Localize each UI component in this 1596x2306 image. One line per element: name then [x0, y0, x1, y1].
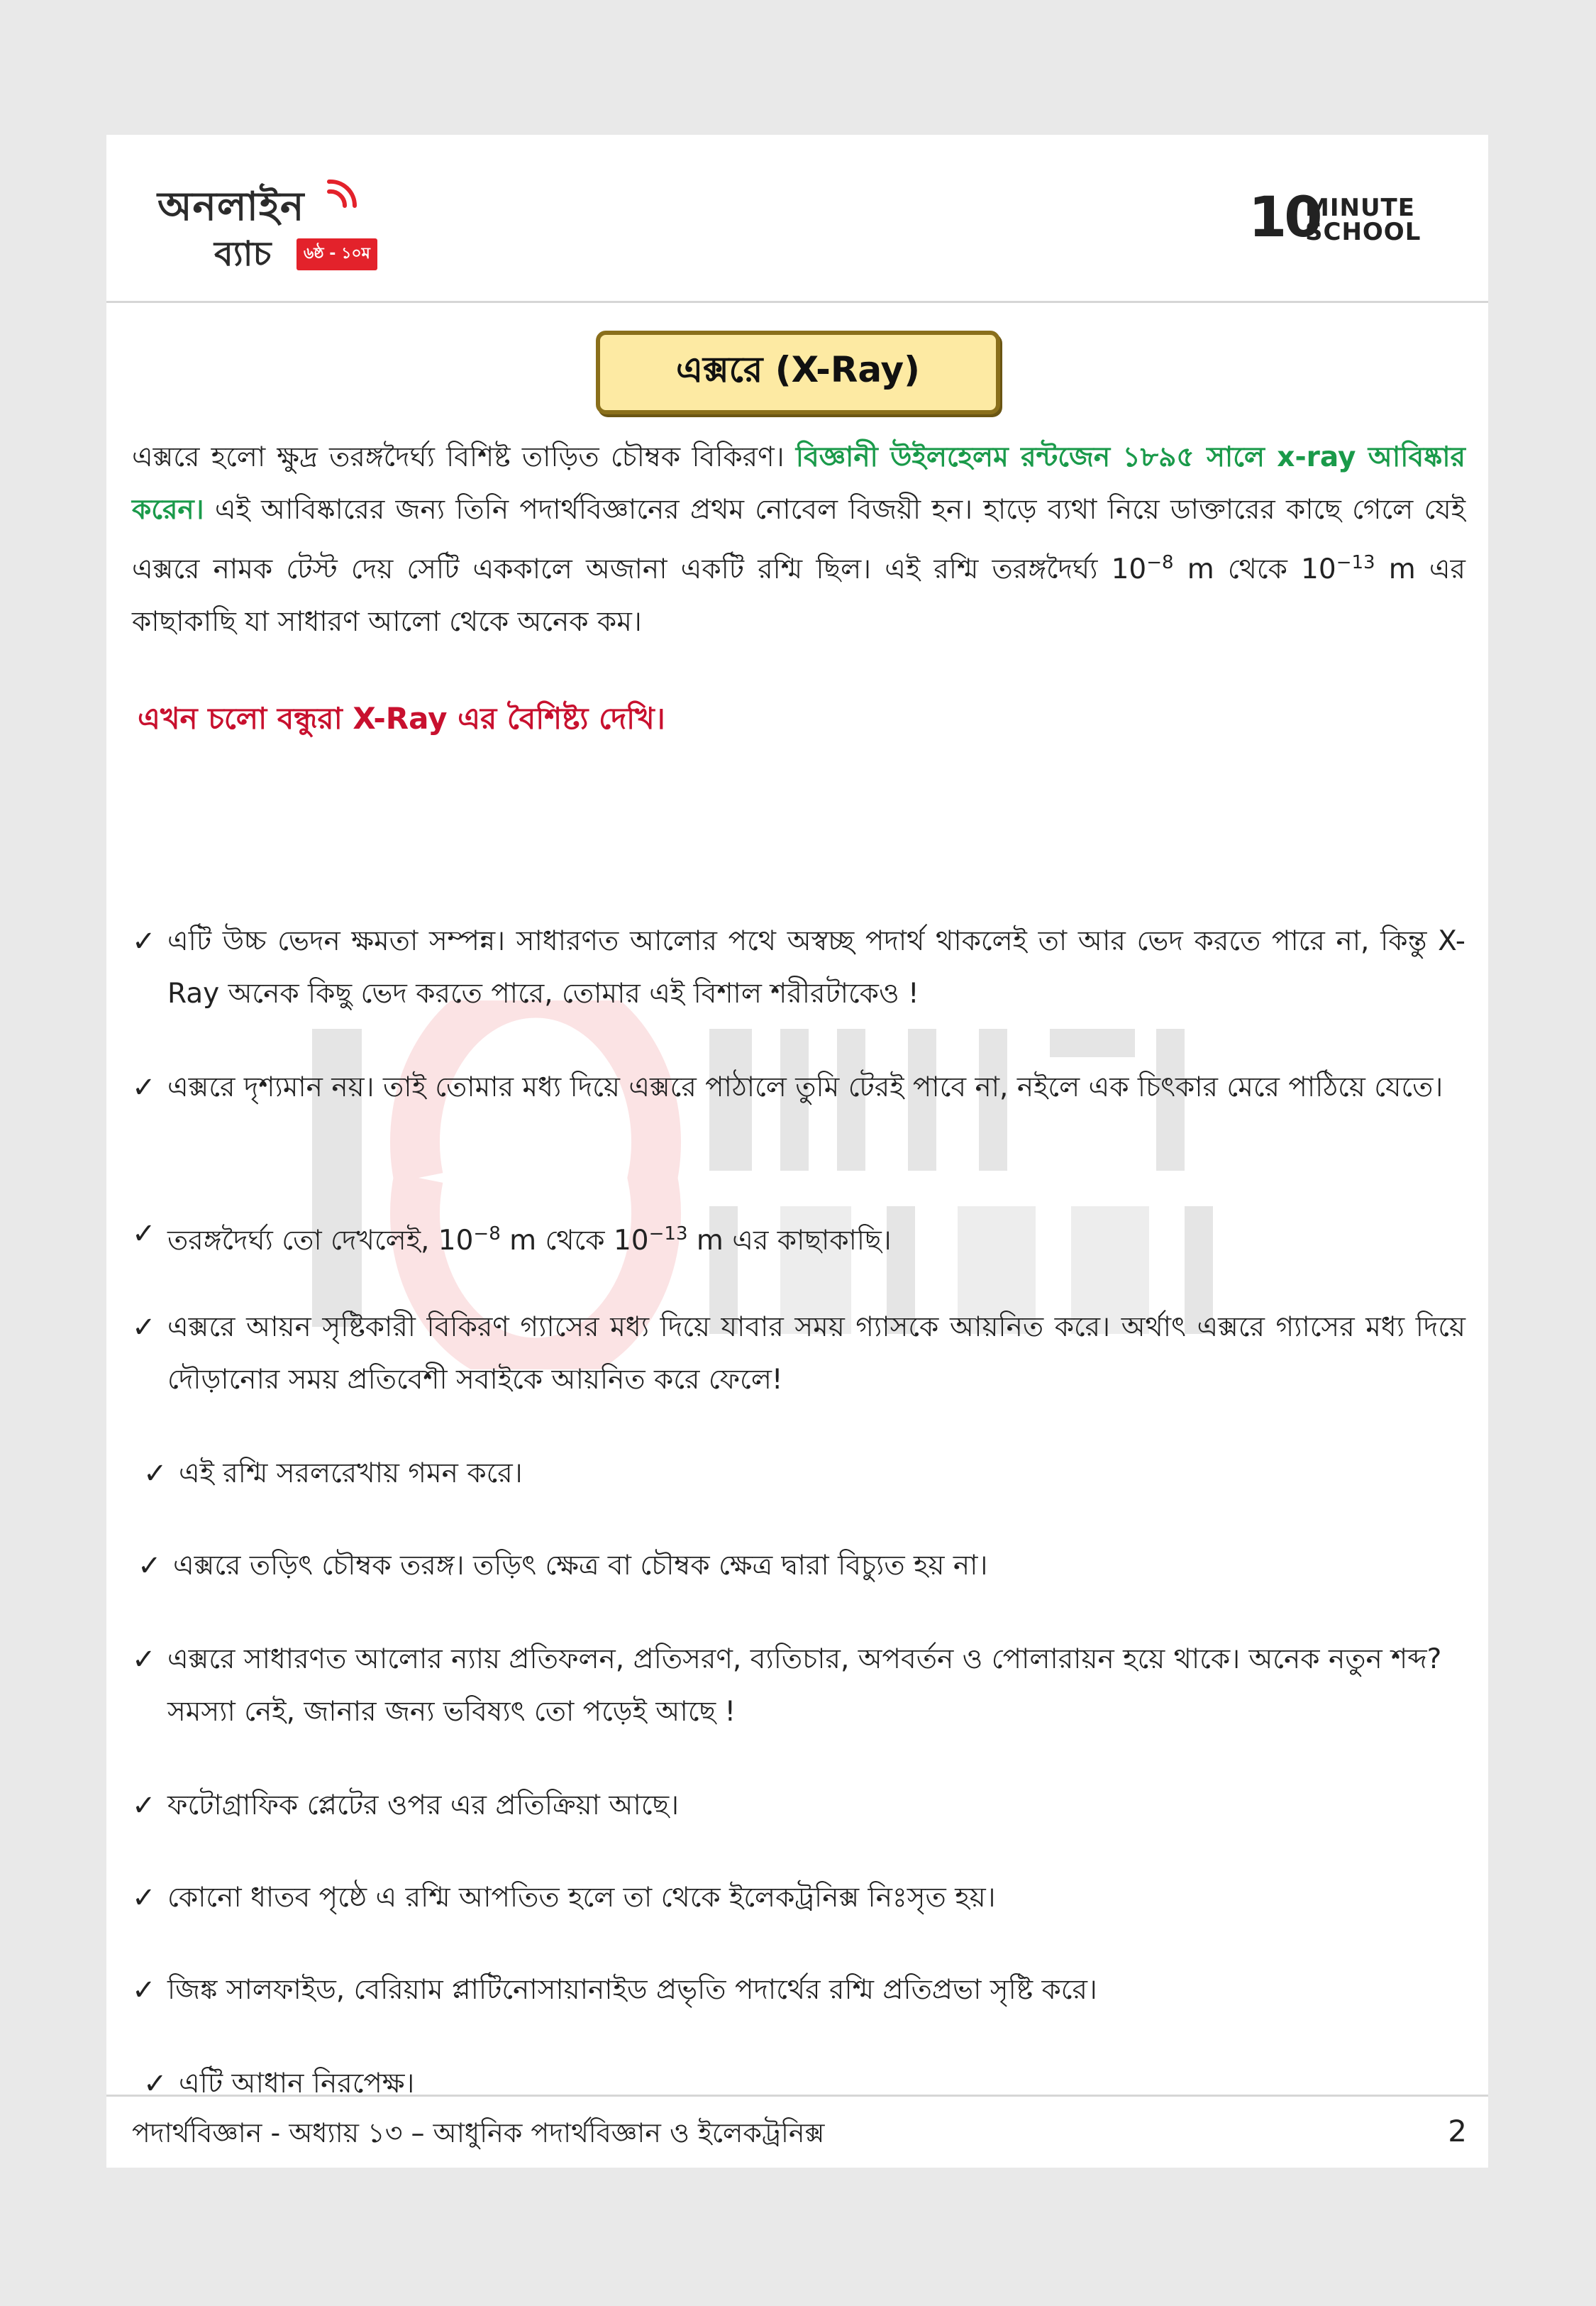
check-icon: ✓	[132, 1789, 156, 1822]
feature-text: এটি উচ্চ ভেদন ক্ষমতা সম্পন্ন। সাধারণত আলোর পথে অস্বচ্ছ পদার্থ থাকলেই তা আর ভেদ করতে পারে না, কিন্তু X-Ray অনেক কিছু ভেদ করতে পারে, তোমার এই বিশাল শরীরটাকেও !	[167, 925, 1465, 1010]
feature-text-part: এর কাছাকাছি।	[723, 1225, 892, 1257]
intro-text-4: এর কাছাকাছি যা সাধারণ আলো থেকে অনেক কম।	[132, 553, 1465, 638]
feature-item	[132, 915, 1465, 1020]
online-batch-logo	[157, 176, 384, 275]
feature-item	[132, 1872, 1465, 1924]
check-icon: ✓	[132, 1643, 156, 1676]
ten-minute-school-logo	[1248, 186, 1433, 254]
check-icon: ✓	[132, 1071, 156, 1104]
feature-text: জিঙ্ক সালফাইড, বেরিয়াম প্লাটিনোসায়ানাইড প্রভৃতি পদার্থের রশ্মি প্রতিপ্রভা সৃষ্টি করে।	[167, 1974, 1097, 2006]
check-icon: ✓	[132, 925, 156, 958]
feature-text: এক্সরে আয়ন সৃষ্টিকারী বিকিরণ গ্যাসের মধ্য দিয়ে যাবার সময় গ্যাসকে আয়নিত করে। অর্থাৎ এক্সরে গ্যাসের মধ্য দিয়ে দৌড়ানোর সময় প্রতিবেশী সবাইকে আয়নিত করে ফেলে!	[167, 1311, 1465, 1396]
features-heading: এখন চলো বন্ধুরা X-Ray এর বৈশিষ্ট্য দেখি।	[138, 701, 665, 736]
check-icon: ✓	[132, 1882, 156, 1914]
feature-text: এটি আধান নিরপেক্ষ।	[179, 2068, 415, 2100]
wavelength-max-exponent: −13	[1336, 552, 1375, 573]
check-icon: ✓	[138, 1550, 162, 1582]
feature-text-part: তরঙ্গদৈর্ঘ্য তো দেখলেই,	[167, 1225, 438, 1257]
wavelength-min-base: 10	[438, 1225, 474, 1257]
check-icon: ✓	[132, 1974, 156, 2007]
wavelength-max-base: 10	[1301, 553, 1336, 585]
wavelength-max-unit: m	[1375, 553, 1416, 585]
feature-text-part: থেকে	[536, 1225, 614, 1257]
page-header	[106, 135, 1488, 303]
wavelength-min-base: 10	[1111, 553, 1147, 585]
feature-text: এক্সরে তড়িৎ চৌম্বক তরঙ্গ। তড়িৎ ক্ষেত্র বা চৌম্বক ক্ষেত্র দ্বারা বিচ্যুত হয় না।	[173, 1550, 988, 1582]
feature-text: এক্সরে দৃশ্যমান নয়। তাই তোমার মধ্য দিয়ে এক্সরে পাঠালে তুমি টেরই পাবে না, নইলে এক চিৎকার মেরে পাঠিয়ে যেতে।	[167, 1071, 1443, 1103]
logo-wordmark	[1305, 196, 1421, 244]
feature-item	[132, 1964, 1465, 2017]
check-icon: ✓	[132, 1311, 156, 1344]
class-range-badge: ৬ষ্ঠ - ১০ম	[297, 238, 377, 270]
page-number: 2	[1448, 2114, 1467, 2148]
logo-line-2: ব্যাচ	[214, 234, 272, 274]
wavelength-min-exponent: −8	[473, 1223, 501, 1245]
feature-item	[138, 1540, 1465, 1592]
page-title: এক্সরে (X-Ray)	[596, 331, 1000, 414]
wifi-signal-icon	[322, 172, 365, 214]
feature-item	[132, 1780, 1465, 1832]
feature-text: এই রশ্মি সরলরেখায় গমন করে।	[179, 1457, 523, 1489]
feature-text: এক্সরে সাধারণত আলোর ন্যায় প্রতিফলন, প্রতিসরণ, ব্যতিচার, অপবর্তন ও পোলারায়ন হয়ে থাকে। অনেক নতুন শব্দ? সমস্যা নেই, জানার জন্য ভবিষ্যৎ তো পড়েই আছে !	[167, 1643, 1442, 1728]
logo-word-school: SCHOOL	[1305, 218, 1422, 246]
wavelength-max-exponent: −13	[648, 1223, 688, 1245]
intro-text-2: এই আবিষ্কারের জন্য তিনি পদার্থবিজ্ঞানের প্রথম নোবেল বিজয়ী হন। হাড়ে ব্যথা নিয়ে ডাক্তারের কাছে গেলে যেই এক্সরে নামক টেস্ট দেয় সেটি এককালে অজানা একটি রশ্মি ছিল। এই রশ্মি তরঙ্গদৈর্ঘ্য	[132, 494, 1465, 585]
check-icon: ✓	[143, 1457, 167, 1490]
feature-item	[132, 1633, 1465, 1738]
feature-text	[132, 1208, 1465, 1267]
wavelength-max-unit: m	[687, 1225, 724, 1257]
feature-text: কোনো ধাতব পৃষ্ঠে এ রশ্মি আপতিত হলে তা থেকে ইলেকট্রনিক্স নিঃসৃত হয়।	[167, 1882, 996, 1914]
wavelength-min-unit: m	[1173, 553, 1214, 585]
logo-number-text: 10	[1248, 186, 1320, 250]
feature-item	[132, 1301, 1465, 1406]
wavelength-min-exponent: −8	[1146, 552, 1174, 573]
intro-text-3: থেকে	[1214, 553, 1302, 585]
chapter-title: পদার্থবিজ্ঞান - অধ্যায় ১৩ – আধুনিক পদার্থবিজ্ঞান ও ইলেকট্রনিক্স	[132, 2117, 825, 2148]
feature-text: ফটোগ্রাফিক প্লেটের ওপর এর প্রতিক্রিয়া আছে।	[167, 1789, 680, 1821]
logo-word-minute: MINUTE	[1305, 194, 1415, 222]
feature-item	[132, 1208, 1465, 1267]
check-icon: ✓	[132, 1218, 156, 1250]
logo-line-1: অনলাইন	[157, 184, 305, 230]
intro-highlight: বিজ্ঞানী উইলহেলম রন্টজেন ১৮৯৫ সালে x-ray আবিষ্কার করেন।	[132, 441, 1465, 526]
wavelength-max-base: 10	[613, 1225, 649, 1257]
document-page	[106, 135, 1488, 2168]
wavelength-min-unit: m	[500, 1225, 537, 1257]
feature-item	[143, 1447, 1465, 1500]
intro-paragraph	[132, 431, 1465, 649]
check-icon: ✓	[143, 2068, 167, 2100]
page-footer	[106, 2095, 1488, 2168]
intro-text-1: এক্সরে হলো ক্ষুদ্র তরঙ্গদৈর্ঘ্য বিশিষ্ট তাড়িত চৌম্বক বিকিরণ।	[132, 441, 796, 473]
feature-item	[132, 1061, 1465, 1114]
